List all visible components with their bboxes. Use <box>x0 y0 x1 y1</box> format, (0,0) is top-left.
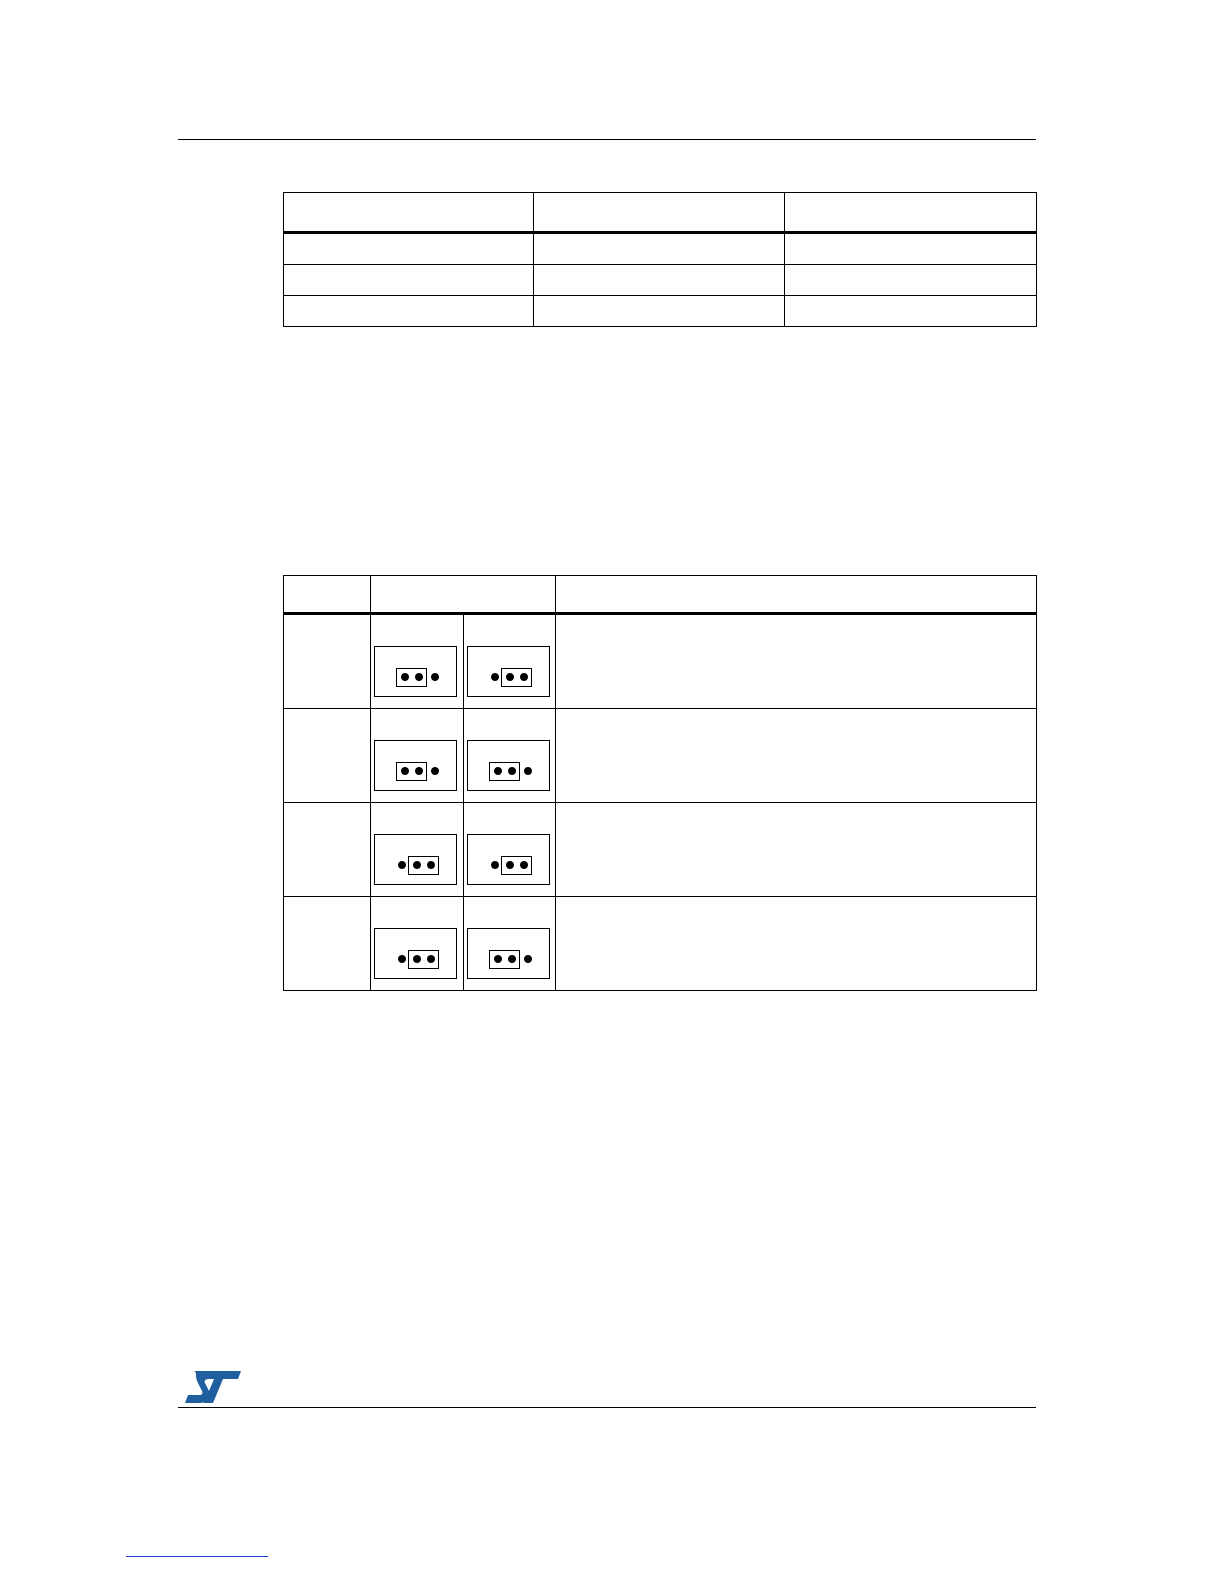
row-label <box>284 709 371 803</box>
pin-icon <box>431 767 439 775</box>
pin-icon <box>398 955 406 963</box>
pin-icon <box>494 767 502 775</box>
pin-icon <box>413 955 421 963</box>
table-row <box>284 265 1037 296</box>
table-cell <box>534 296 785 327</box>
table-header-row <box>284 576 1037 614</box>
table-cell <box>284 296 534 327</box>
pin-icon <box>506 861 514 869</box>
footer-link-underline <box>126 1556 268 1557</box>
jumper-diagram <box>374 834 457 885</box>
table-cell <box>284 233 534 265</box>
jumper-diagram <box>467 834 550 885</box>
table-header-row <box>284 193 1037 233</box>
row-label <box>284 614 371 709</box>
pin-icon <box>413 861 421 869</box>
pin-icon <box>524 767 532 775</box>
table-header-cell <box>284 193 534 233</box>
row-description <box>556 803 1037 897</box>
jumper-diagram <box>374 646 457 697</box>
jumper-cell <box>371 614 464 709</box>
st-logo <box>183 1369 243 1405</box>
table-header-cell <box>284 576 371 614</box>
jumper-cell <box>371 803 464 897</box>
pin-icon <box>431 673 439 681</box>
jumper-cell <box>371 709 464 803</box>
pin-icon <box>427 955 435 963</box>
pin-icon <box>520 673 528 681</box>
table-cell <box>534 265 785 296</box>
jumper-diagram <box>467 740 550 791</box>
pin-icon <box>401 673 409 681</box>
table-row <box>284 803 1037 897</box>
pin-icon <box>415 673 423 681</box>
jumper-diagram <box>467 928 550 979</box>
table-row <box>284 709 1037 803</box>
jumper-cell <box>464 897 556 991</box>
jumper-cell <box>371 897 464 991</box>
jumper-cell <box>464 709 556 803</box>
table-row <box>284 614 1037 709</box>
pin-icon <box>427 861 435 869</box>
pin-icon <box>401 767 409 775</box>
pin-icon <box>506 673 514 681</box>
table-1 <box>283 192 1037 327</box>
pin-icon <box>494 955 502 963</box>
table-row <box>284 897 1037 991</box>
jumper-diagram <box>374 740 457 791</box>
row-description <box>556 709 1037 803</box>
pin-icon <box>491 861 499 869</box>
pin-icon <box>524 955 532 963</box>
pin-icon <box>508 767 516 775</box>
header-rule <box>178 139 1036 140</box>
table-cell <box>785 296 1037 327</box>
table-cell <box>785 265 1037 296</box>
table-header-cell <box>371 576 556 614</box>
row-description <box>556 614 1037 709</box>
table-row <box>284 233 1037 265</box>
pin-icon <box>491 673 499 681</box>
table-cell <box>284 265 534 296</box>
table-cell <box>534 233 785 265</box>
row-description <box>556 897 1037 991</box>
table-header-cell <box>556 576 1037 614</box>
jumper-table <box>283 575 1037 991</box>
table-row <box>284 296 1037 327</box>
jumper-cell <box>464 803 556 897</box>
pin-icon <box>508 955 516 963</box>
table-header-cell <box>785 193 1037 233</box>
footer-rule <box>178 1407 1036 1408</box>
jumper-diagram <box>374 928 457 979</box>
jumper-diagram <box>467 646 550 697</box>
pin-icon <box>398 861 406 869</box>
jumper-cell <box>464 614 556 709</box>
pin-icon <box>415 767 423 775</box>
pin-icon <box>520 861 528 869</box>
table-cell <box>785 233 1037 265</box>
row-label <box>284 897 371 991</box>
table-header-cell <box>534 193 785 233</box>
row-label <box>284 803 371 897</box>
